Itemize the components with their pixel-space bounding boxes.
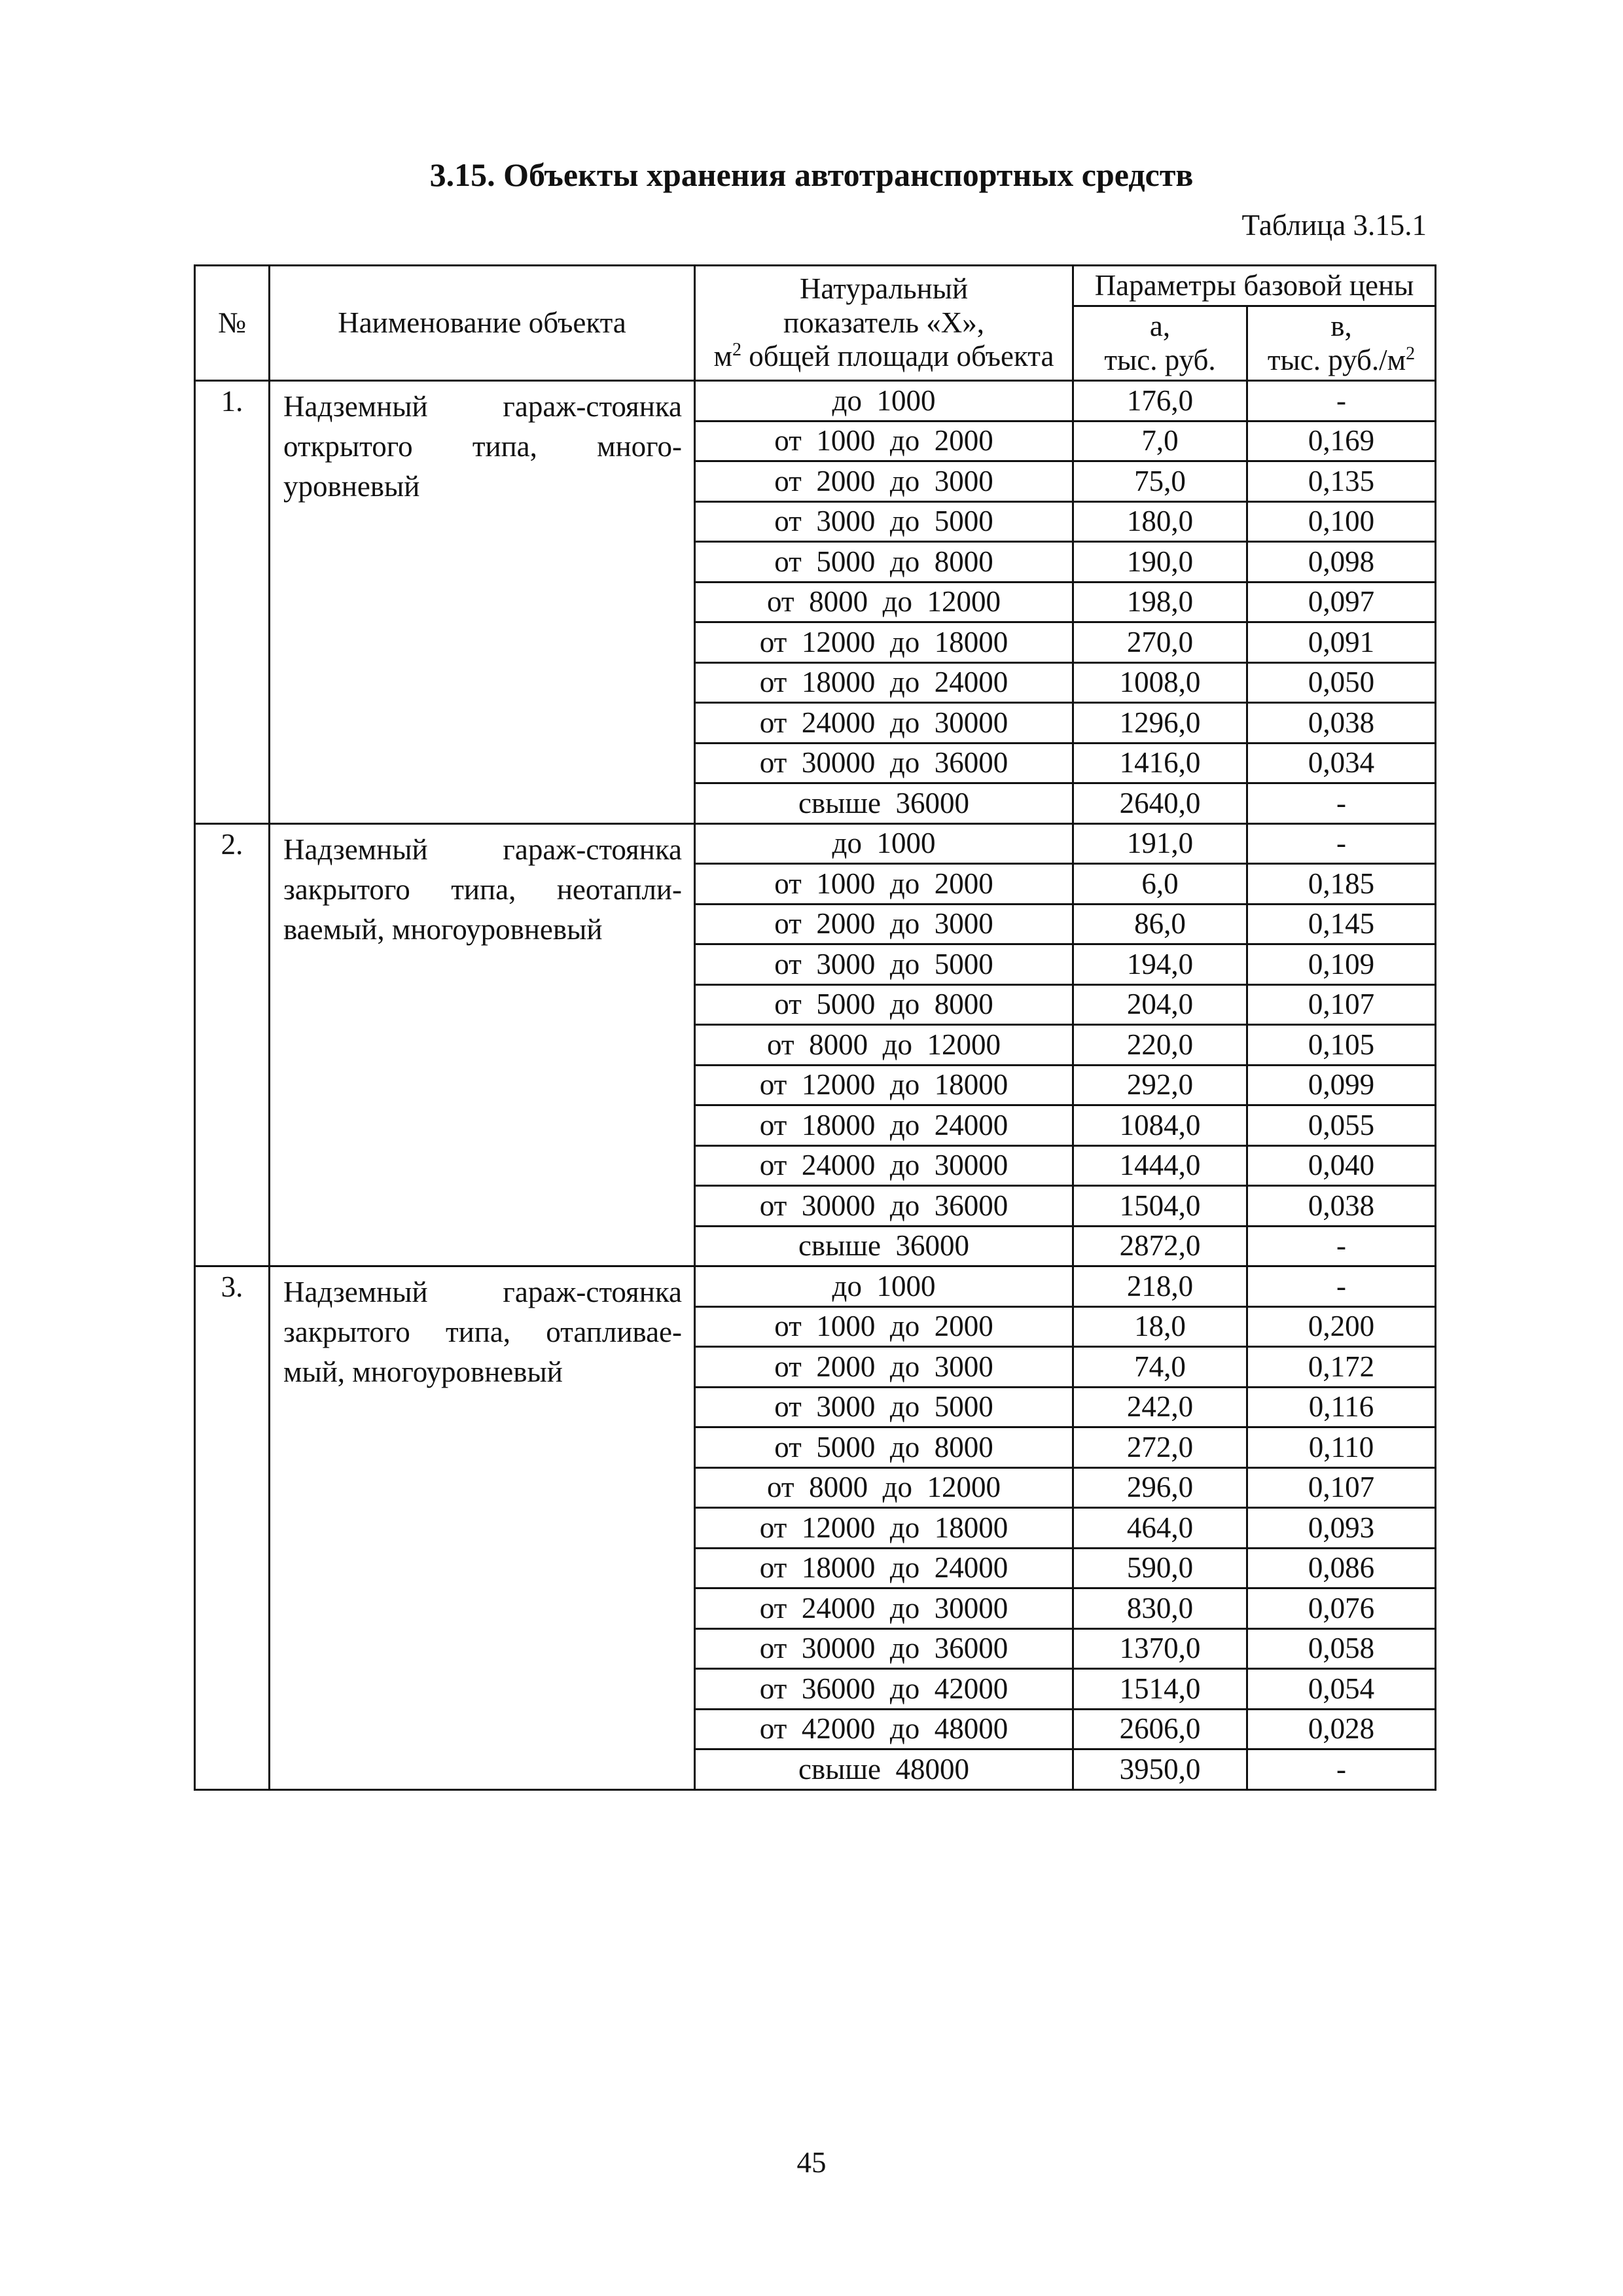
header-indicator-line3 (696, 340, 1072, 374)
price-a: 218,0 (1073, 1266, 1247, 1307)
price-a: 270,0 (1073, 622, 1247, 663)
area-range: от 8000 до 12000 (695, 582, 1073, 622)
price-b: - (1247, 1226, 1436, 1266)
area-range: от 36000 до 42000 (695, 1669, 1073, 1710)
price-b: 0,097 (1247, 582, 1436, 622)
header-name: Наименование объекта (270, 266, 695, 381)
header-params: Параметры базовой цены (1073, 266, 1436, 306)
area-range: от 12000 до 18000 (695, 622, 1073, 663)
price-b: 0,099 (1247, 1065, 1436, 1105)
price-a: 3950,0 (1073, 1749, 1247, 1790)
object-name: Надземный гараж-стоянка закрытого типа, неотапли-ваемый, многоуровневый (270, 823, 695, 1266)
price-a: 830,0 (1073, 1588, 1247, 1629)
price-b: - (1247, 823, 1436, 864)
area-range: от 24000 до 30000 (695, 1588, 1073, 1629)
price-b: 0,172 (1247, 1347, 1436, 1388)
price-b: 0,034 (1247, 743, 1436, 783)
price-b: 0,185 (1247, 864, 1436, 905)
price-a: 6,0 (1073, 864, 1247, 905)
price-a: 194,0 (1073, 944, 1247, 985)
price-b: 0,145 (1247, 904, 1436, 944)
price-b: 0,200 (1247, 1306, 1436, 1347)
area-range: от 2000 до 3000 (695, 461, 1073, 502)
price-b: - (1247, 381, 1436, 422)
area-range: до 1000 (695, 1266, 1073, 1307)
header-a-label: а, (1149, 309, 1171, 342)
price-a: 176,0 (1073, 381, 1247, 422)
price-b: 0,093 (1247, 1508, 1436, 1549)
header-indicator-unit-sup: 2 (732, 340, 741, 361)
price-a: 1008,0 (1073, 662, 1247, 703)
price-a: 74,0 (1073, 1347, 1247, 1388)
header-a-unit: тыс. руб. (1104, 343, 1216, 376)
header-b-unit-text: тыс. руб./м (1267, 343, 1406, 376)
price-a: 204,0 (1073, 984, 1247, 1025)
area-range: свыше 36000 (695, 1226, 1073, 1266)
header-indicator (695, 266, 1073, 381)
object-number: 3. (195, 1266, 270, 1790)
area-range: от 1000 до 2000 (695, 864, 1073, 905)
price-a: 292,0 (1073, 1065, 1247, 1105)
price-a: 1370,0 (1073, 1628, 1247, 1669)
table-row (195, 1266, 1436, 1307)
area-range: от 2000 до 3000 (695, 904, 1073, 944)
area-range: от 1000 до 2000 (695, 421, 1073, 461)
area-range: до 1000 (695, 381, 1073, 422)
price-a: 2606,0 (1073, 1709, 1247, 1749)
area-range: от 3000 до 5000 (695, 944, 1073, 985)
price-b: 0,086 (1247, 1548, 1436, 1588)
price-a: 1514,0 (1073, 1669, 1247, 1710)
area-range: от 5000 до 8000 (695, 1427, 1073, 1468)
area-range: от 12000 до 18000 (695, 1065, 1073, 1105)
area-range: от 3000 до 5000 (695, 1387, 1073, 1427)
price-b: 0,038 (1247, 703, 1436, 744)
price-b: 0,107 (1247, 984, 1436, 1025)
price-a: 1504,0 (1073, 1186, 1247, 1227)
page-number: 45 (796, 2146, 827, 2179)
header-b-label: в, (1330, 309, 1352, 342)
price-a: 190,0 (1073, 542, 1247, 583)
table-row (195, 823, 1436, 864)
object-number: 1. (195, 381, 270, 824)
area-range: от 24000 до 30000 (695, 703, 1073, 744)
price-a: 590,0 (1073, 1548, 1247, 1588)
price-a: 1416,0 (1073, 743, 1247, 783)
price-b: 0,110 (1247, 1427, 1436, 1468)
price-b: 0,058 (1247, 1628, 1436, 1669)
area-range: от 8000 до 12000 (695, 1467, 1073, 1508)
price-b: 0,054 (1247, 1669, 1436, 1710)
header-b (1247, 306, 1436, 381)
price-a: 272,0 (1073, 1427, 1247, 1468)
price-b: 0,100 (1247, 501, 1436, 542)
area-range: от 1000 до 2000 (695, 1306, 1073, 1347)
header-indicator-line2: показатель «X», (783, 306, 984, 339)
price-a: 191,0 (1073, 823, 1247, 864)
price-b: 0,040 (1247, 1145, 1436, 1186)
price-a: 1296,0 (1073, 703, 1247, 744)
price-b: 0,169 (1247, 421, 1436, 461)
area-range: от 24000 до 30000 (695, 1145, 1073, 1186)
price-b: - (1247, 783, 1436, 824)
price-b: 0,076 (1247, 1588, 1436, 1629)
price-a: 1444,0 (1073, 1145, 1247, 1186)
area-range: свыше 48000 (695, 1749, 1073, 1790)
price-b: 0,091 (1247, 622, 1436, 663)
price-b: 0,109 (1247, 944, 1436, 985)
area-range: от 18000 до 24000 (695, 1105, 1073, 1146)
price-a: 75,0 (1073, 461, 1247, 502)
area-range: от 12000 до 18000 (695, 1508, 1073, 1549)
area-range: от 5000 до 8000 (695, 542, 1073, 583)
price-a: 198,0 (1073, 582, 1247, 622)
header-indicator-unit: м (713, 340, 732, 373)
header-indicator-line1: Натуральный (799, 272, 969, 305)
area-range: от 30000 до 36000 (695, 1186, 1073, 1227)
area-range: от 42000 до 48000 (695, 1709, 1073, 1749)
area-range: свыше 36000 (695, 783, 1073, 824)
price-a: 7,0 (1073, 421, 1247, 461)
price-b: 0,050 (1247, 662, 1436, 703)
price-b: 0,107 (1247, 1467, 1436, 1508)
price-b: 0,116 (1247, 1387, 1436, 1427)
table-row (195, 381, 1436, 422)
price-b: 0,028 (1247, 1709, 1436, 1749)
area-range: от 18000 до 24000 (695, 662, 1073, 703)
header-a (1073, 306, 1247, 381)
header-num: № (195, 266, 270, 381)
header-b-unit (1248, 344, 1435, 378)
area-range: от 30000 до 36000 (695, 743, 1073, 783)
area-range: от 3000 до 5000 (695, 501, 1073, 542)
area-range: от 18000 до 24000 (695, 1548, 1073, 1588)
price-table (194, 264, 1436, 1791)
object-name: Надземный гараж-стоянка закрытого типа, отапливае-мый, многоуровневый (270, 1266, 695, 1790)
price-a: 2872,0 (1073, 1226, 1247, 1266)
price-a: 464,0 (1073, 1508, 1247, 1549)
price-b: - (1247, 1266, 1436, 1307)
price-a: 86,0 (1073, 904, 1247, 944)
table-caption: Таблица 3.15.1 (1241, 209, 1427, 242)
price-a: 18,0 (1073, 1306, 1247, 1347)
price-a: 242,0 (1073, 1387, 1247, 1427)
price-b: 0,055 (1247, 1105, 1436, 1146)
object-name: Надземный гараж-стоянка открытого типа, много-уровневый (270, 381, 695, 824)
price-b: 0,038 (1247, 1186, 1436, 1227)
area-range: до 1000 (695, 823, 1073, 864)
price-a: 296,0 (1073, 1467, 1247, 1508)
price-b: - (1247, 1749, 1436, 1790)
page-title: 3.15. Объекты хранения автотранспортных средств (429, 156, 1194, 193)
price-b: 0,098 (1247, 542, 1436, 583)
table-body (195, 381, 1436, 1790)
header-b-unit-sup: 2 (1406, 343, 1416, 364)
price-a: 2640,0 (1073, 783, 1247, 824)
price-b: 0,135 (1247, 461, 1436, 502)
area-range: от 2000 до 3000 (695, 1347, 1073, 1388)
price-a: 1084,0 (1073, 1105, 1247, 1146)
area-range: от 8000 до 12000 (695, 1025, 1073, 1066)
table-header (195, 266, 1436, 381)
price-b: 0,105 (1247, 1025, 1436, 1066)
area-range: от 30000 до 36000 (695, 1628, 1073, 1669)
price-a: 180,0 (1073, 501, 1247, 542)
object-number: 2. (195, 823, 270, 1266)
price-a: 220,0 (1073, 1025, 1247, 1066)
header-indicator-area: общей площади объекта (741, 340, 1054, 373)
area-range: от 5000 до 8000 (695, 984, 1073, 1025)
